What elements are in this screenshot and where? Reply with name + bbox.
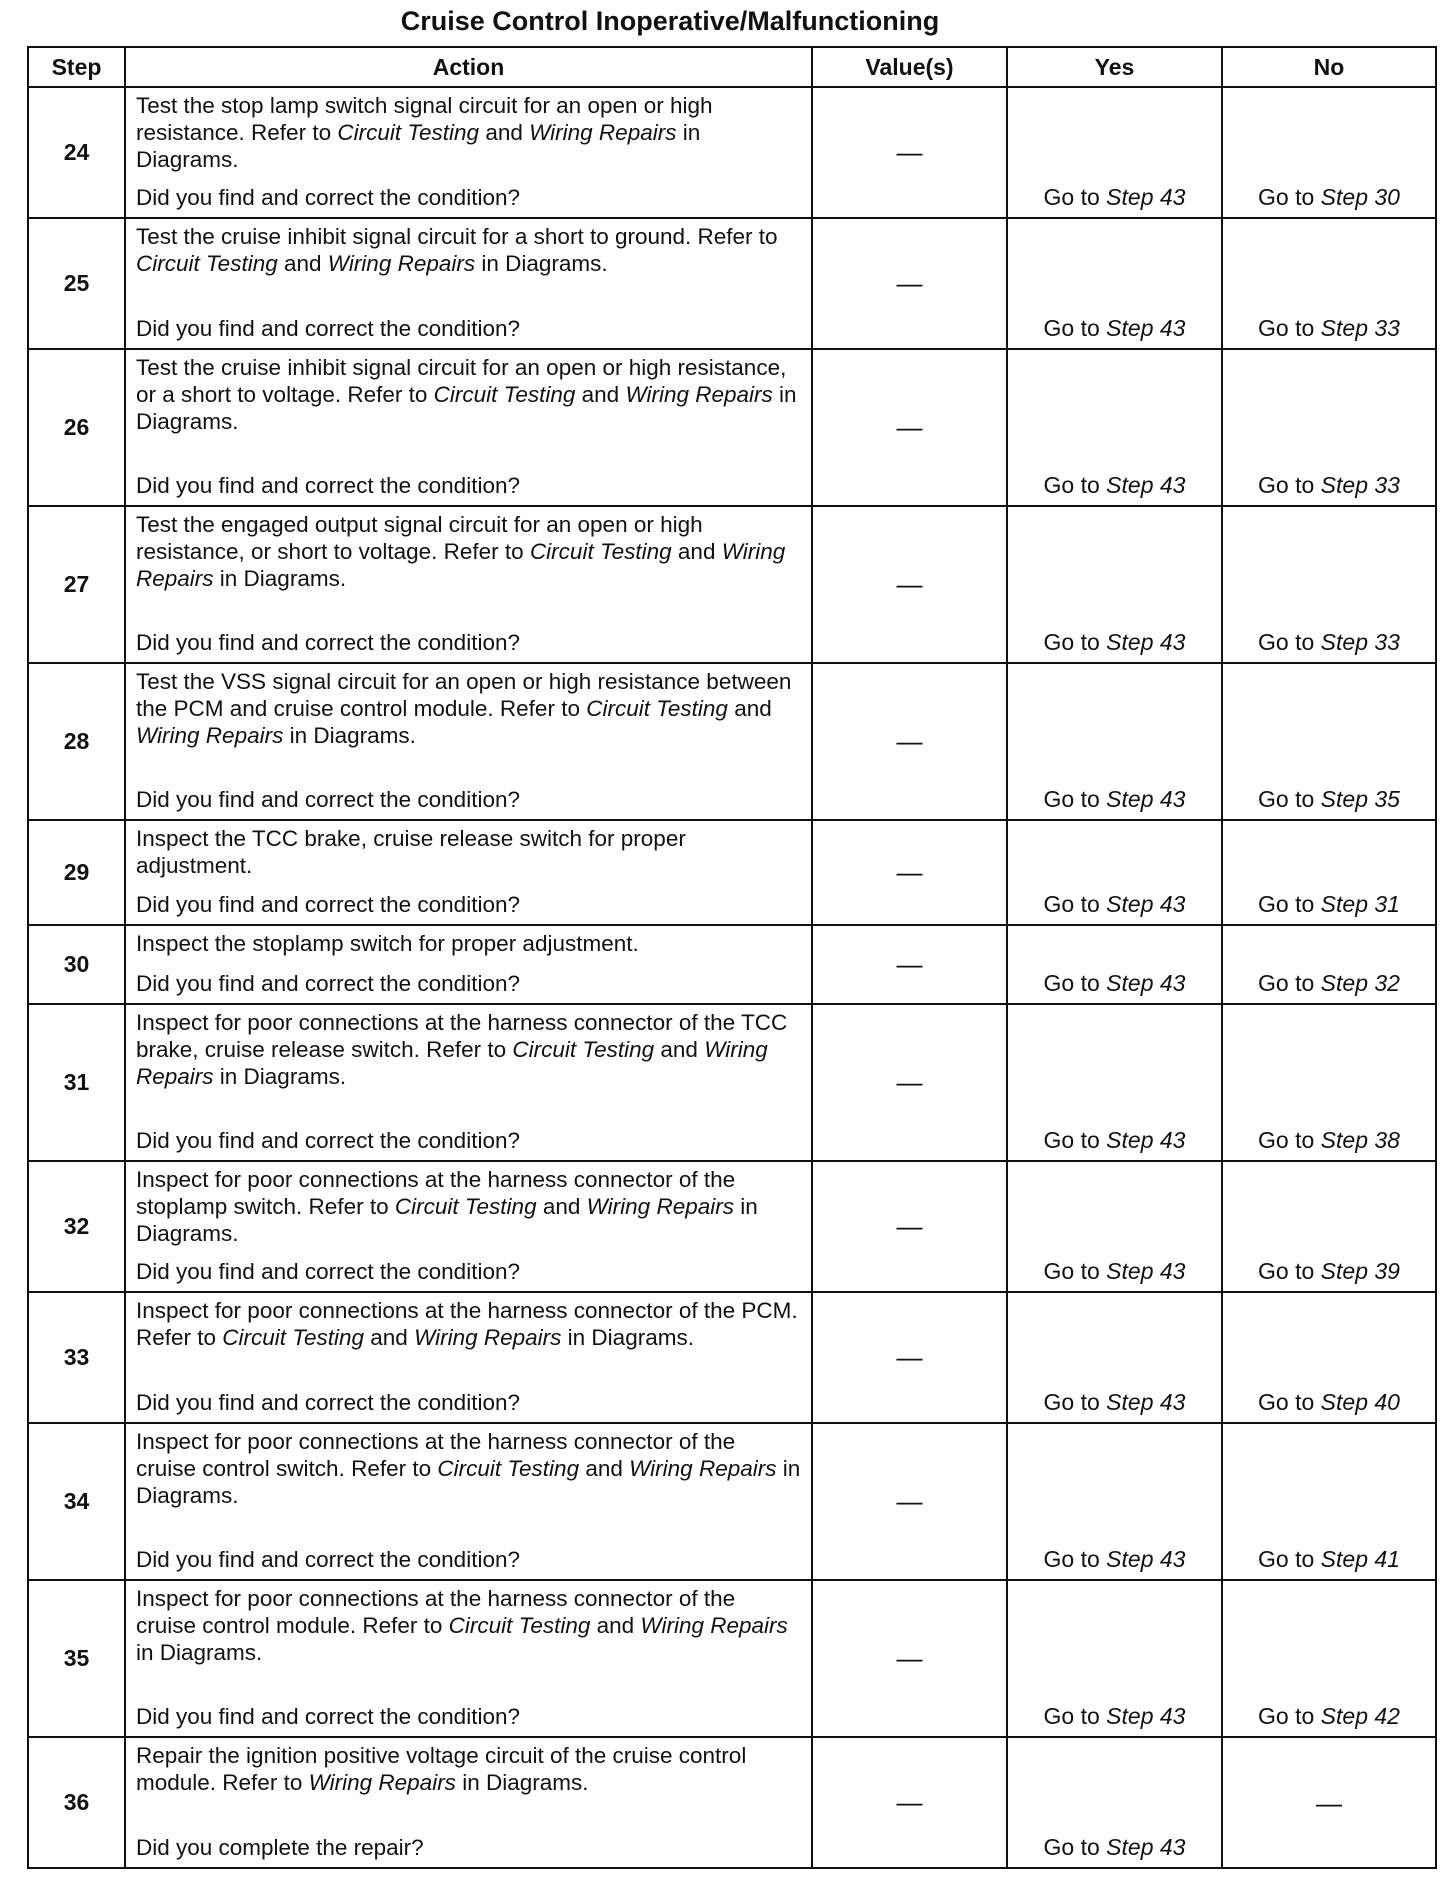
action-instruction [136,1428,801,1509]
table-row [28,1737,1436,1868]
go-to-label: Go to [1258,1389,1315,1415]
step-number: 25 [28,218,125,349]
action-cell [125,1004,812,1161]
no-step-link: Step 31 [1320,891,1400,917]
yes-step-link: Step 43 [1106,629,1186,655]
table-row [28,663,1436,820]
reference-link-text: Circuit Testing [337,120,480,145]
no-cell [1222,349,1436,506]
action-question: Did you find and correct the condition? [136,630,520,655]
no-step-link: Step 33 [1320,472,1400,498]
reference-link-text: Wiring Repairs [529,120,677,145]
table-row [28,1161,1436,1292]
step-number: 27 [28,506,125,663]
yes-step-link: Step 43 [1106,315,1186,341]
value-cell: — [812,1292,1007,1423]
go-to-label: Go to [1258,629,1315,655]
go-to-label: Go to [1258,891,1315,917]
yes-cell [1007,1423,1222,1580]
instruction-text: and [579,1456,630,1481]
yes-cell [1007,1161,1222,1292]
reference-link-text: Circuit Testing [222,1325,365,1350]
reference-link-text: Wiring Repairs [640,1613,788,1638]
go-to-label: Go to [1258,472,1315,498]
action-question: Did you find and correct the condition? [136,1128,520,1153]
yes-cell [1007,1737,1222,1868]
no-step-link: Step 32 [1320,970,1400,996]
value-cell: — [812,820,1007,925]
instruction-text: in Diagrams. [213,1064,347,1089]
action-cell [125,218,812,349]
action-instruction [136,223,801,277]
table-row [28,87,1436,218]
no-cell [1222,1161,1436,1292]
instruction-text: and [277,251,328,276]
no-cell [1222,820,1436,925]
no-step-link: Step 41 [1320,1546,1400,1572]
go-to-label: Go to [1043,472,1100,498]
action-instruction [136,1009,801,1090]
no-step-link: Step 38 [1320,1127,1400,1153]
no-step-link: Step 35 [1320,786,1400,812]
instruction-text: Inspect for poor connections at the harness connector of the cruise control module. Refer to [136,1586,736,1638]
reference-link-text: Circuit Testing [529,539,672,564]
no-step-link: Step 39 [1320,1258,1400,1284]
reference-link-text: Wiring Repairs [629,1456,777,1481]
no-cell [1222,1580,1436,1737]
instruction-text: and [364,1325,415,1350]
instruction-text: Repair the ignition positive voltage circuit of the cruise control module. Refer to [136,1743,747,1795]
reference-link-text: Wiring Repairs [136,723,284,748]
go-to-label: Go to [1043,1389,1100,1415]
table-row [28,1004,1436,1161]
go-to-label: Go to [1043,629,1100,655]
yes-cell [1007,1580,1222,1737]
yes-step-link: Step 43 [1106,1546,1186,1572]
no-step-link: Step 33 [1320,315,1400,341]
value-cell: — [812,1580,1007,1737]
value-cell: — [812,1161,1007,1292]
instruction-text: and [479,120,530,145]
reference-link-text: Wiring Repairs [586,1194,734,1219]
diagnostic-table [27,46,1437,1869]
table-row [28,349,1436,506]
value-cell: — [812,87,1007,218]
action-instruction [136,92,801,173]
yes-cell [1007,218,1222,349]
go-to-label: Go to [1258,1258,1315,1284]
no-cell [1222,87,1436,218]
reference-link-text: Wiring Repairs [308,1770,456,1795]
header-yes: Yes [1007,47,1222,87]
reference-link-text: Circuit Testing [512,1037,655,1062]
no-cell: — [1222,1737,1436,1868]
instruction-text: Inspect for poor connections at the harness connector of the stoplamp switch. Refer to [136,1167,736,1219]
reference-link-text: Wiring Repairs [136,1037,768,1089]
instruction-text: in Diagrams. [136,1640,263,1665]
no-cell [1222,1004,1436,1161]
step-number: 36 [28,1737,125,1868]
reference-link-text: Wiring Repairs [414,1325,562,1350]
action-cell [125,1161,812,1292]
step-number: 31 [28,1004,125,1161]
action-question: Did you find and correct the condition? [136,1390,520,1415]
reference-link-text: Circuit Testing [437,1456,580,1481]
go-to-label: Go to [1043,970,1100,996]
value-cell: — [812,925,1007,1004]
action-question: Did you find and correct the condition? [136,971,520,996]
no-step-link: Step 33 [1320,629,1400,655]
go-to-label: Go to [1258,315,1315,341]
action-question: Did you complete the repair? [136,1835,424,1860]
no-cell [1222,925,1436,1004]
instruction-text: in Diagrams. [455,1770,589,1795]
yes-step-link: Step 43 [1106,184,1186,210]
go-to-label: Go to [1043,1703,1100,1729]
table-row [28,1580,1436,1737]
reference-link-text: Circuit Testing [433,382,576,407]
action-cell [125,820,812,925]
yes-step-link: Step 43 [1106,786,1186,812]
reference-link-text: Circuit Testing [394,1194,537,1219]
yes-step-link: Step 43 [1106,1389,1186,1415]
instruction-text: in Diagrams. [136,120,701,172]
instruction-text: Inspect for poor connections at the harness connector of the PCM. Refer to [136,1298,798,1350]
instruction-text: Test the engaged output signal circuit for an open or high resistance, or short to voltage. Refer to [136,512,703,564]
go-to-label: Go to [1258,1127,1315,1153]
reference-link-text: Circuit Testing [448,1613,591,1638]
reference-link-text: Wiring Repairs [327,251,476,276]
action-instruction [136,354,801,435]
instruction-text: and [671,539,722,564]
step-number: 28 [28,663,125,820]
table-row [28,820,1436,925]
instruction-text: Inspect for poor connections at the harness connector of the cruise control switch. Refer to [136,1429,736,1481]
yes-cell [1007,925,1222,1004]
instruction-text: Inspect the TCC brake, cruise release switch for proper adjustment. [136,826,686,878]
action-cell [125,349,812,506]
reference-link-text: Circuit Testing [586,696,728,721]
no-cell [1222,663,1436,820]
instruction-text: Test the VSS signal circuit for an open or high resistance between the PCM and cruise control module. Refer to [136,669,792,721]
instruction-text: and [575,382,626,407]
no-cell [1222,218,1436,349]
instruction-text: Test the stop lamp switch signal circuit for an open or high resistance. Refer to [136,93,713,145]
instruction-text: in Diagrams. [213,566,347,591]
header-values: Value(s) [812,47,1007,87]
yes-step-link: Step 43 [1106,1258,1186,1284]
step-number: 29 [28,820,125,925]
reference-link-text: Wiring Repairs [625,382,773,407]
value-cell: — [812,1423,1007,1580]
instruction-text: in Diagrams. [136,1456,801,1508]
yes-step-link: Step 43 [1106,1703,1186,1729]
instruction-text: in Diagrams. [561,1325,694,1350]
action-cell [125,663,812,820]
no-step-link: Step 40 [1320,1389,1400,1415]
table-row [28,218,1436,349]
go-to-label: Go to [1258,184,1315,210]
no-cell [1222,1292,1436,1423]
value-cell: — [812,1004,1007,1161]
action-instruction [136,930,801,957]
go-to-label: Go to [1043,1834,1100,1860]
go-to-label: Go to [1258,1546,1315,1572]
yes-step-link: Step 43 [1106,970,1186,996]
go-to-label: Go to [1043,184,1100,210]
go-to-label: Go to [1043,1546,1100,1572]
table-row [28,506,1436,663]
header-action: Action [125,47,812,87]
no-cell [1222,1423,1436,1580]
yes-step-link: Step 43 [1106,891,1186,917]
table-body [28,87,1436,1868]
action-question: Did you find and correct the condition? [136,185,520,210]
instruction-text: and [727,696,772,721]
go-to-label: Go to [1043,315,1100,341]
action-question: Did you find and correct the condition? [136,1704,520,1729]
reference-link-text: Wiring Repairs [136,539,786,591]
value-cell: — [812,349,1007,506]
action-instruction [136,825,801,879]
step-number: 30 [28,925,125,1004]
yes-cell [1007,1292,1222,1423]
instruction-text: in Diagrams. [136,1194,758,1246]
table-row [28,1423,1436,1580]
header-step: Step [28,47,125,87]
go-to-label: Go to [1043,1258,1100,1284]
action-question: Did you find and correct the condition? [136,316,520,341]
action-question: Did you find and correct the condition? [136,892,520,917]
step-number: 24 [28,87,125,218]
go-to-label: Go to [1258,1703,1315,1729]
action-cell [125,1423,812,1580]
instruction-text: and [654,1037,705,1062]
action-cell [125,925,812,1004]
go-to-label: Go to [1258,786,1315,812]
action-instruction [136,1585,801,1666]
action-instruction [136,1742,801,1796]
no-step-link: Step 30 [1320,184,1400,210]
yes-step-link: Step 43 [1106,1834,1186,1860]
go-to-label: Go to [1043,1127,1100,1153]
yes-cell [1007,663,1222,820]
instruction-text: and [590,1613,641,1638]
yes-cell [1007,87,1222,218]
yes-cell [1007,349,1222,506]
no-cell [1222,506,1436,663]
go-to-label: Go to [1258,970,1315,996]
value-cell: — [812,506,1007,663]
table-row [28,1292,1436,1423]
step-number: 34 [28,1423,125,1580]
action-question: Did you find and correct the condition? [136,1547,520,1572]
action-instruction [136,668,801,749]
action-question: Did you find and correct the condition? [136,787,520,812]
action-question: Did you find and correct the condition? [136,473,520,498]
action-cell [125,1580,812,1737]
action-cell [125,1737,812,1868]
action-cell [125,506,812,663]
instruction-text: Test the cruise inhibit signal circuit for a short to ground. Refer to [136,224,778,249]
action-cell [125,87,812,218]
action-instruction [136,511,801,592]
step-number: 26 [28,349,125,506]
action-instruction [136,1166,801,1247]
yes-step-link: Step 43 [1106,1127,1186,1153]
instruction-text: in Diagrams. [136,382,797,434]
no-step-link: Step 42 [1320,1703,1400,1729]
reference-link-text: Circuit Testing [136,251,278,276]
header-no: No [1222,47,1436,87]
header-row [28,47,1436,87]
step-number: 33 [28,1292,125,1423]
step-number: 32 [28,1161,125,1292]
action-instruction [136,1297,801,1351]
instruction-text: Inspect for poor connections at the harness connector of the TCC brake, cruise release switch. Refer to [136,1010,788,1062]
step-number: 35 [28,1580,125,1737]
value-cell: — [812,1737,1007,1868]
instruction-text: in Diagrams. [283,723,416,748]
go-to-label: Go to [1043,891,1100,917]
action-question: Did you find and correct the condition? [136,1259,520,1284]
instruction-text: Inspect the stoplamp switch for proper adjustment. [136,931,639,956]
table-row [28,925,1436,1004]
value-cell: — [812,218,1007,349]
instruction-text: and [536,1194,587,1219]
action-cell [125,1292,812,1423]
value-cell: — [812,663,1007,820]
instruction-text: in Diagrams. [475,251,608,276]
instruction-text: Test the cruise inhibit signal circuit for an open or high resistance, or a short to voltage. Refer to [136,355,787,407]
go-to-label: Go to [1043,786,1100,812]
yes-cell [1007,506,1222,663]
yes-cell [1007,1004,1222,1161]
yes-cell [1007,820,1222,925]
yes-step-link: Step 43 [1106,472,1186,498]
page-title: Cruise Control Inoperative/Malfunctioning [400,6,940,36]
